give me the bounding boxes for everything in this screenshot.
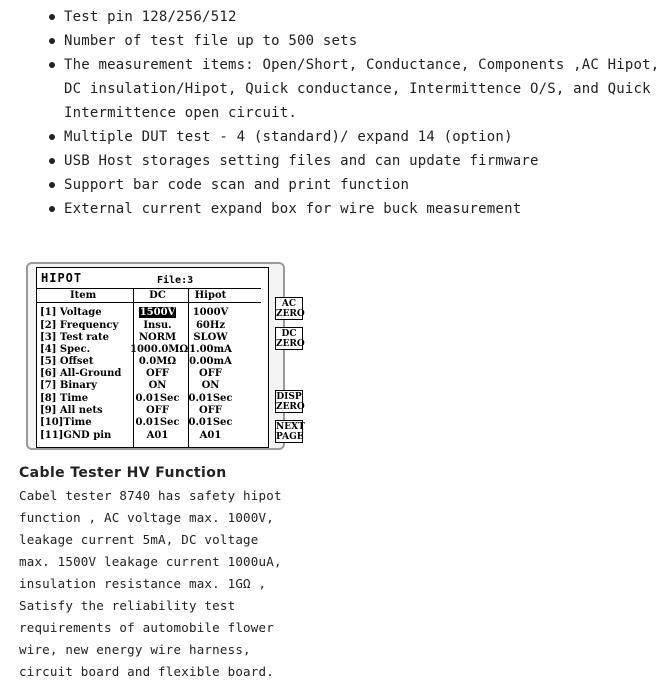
- row-dc-selected: 1500V: [139, 307, 176, 318]
- header-hipot: Hipot: [194, 290, 227, 301]
- row-item: [3] Test rate: [40, 332, 110, 343]
- row-dc: 1000.0MΩ: [130, 344, 189, 355]
- row-dc: OFF: [146, 368, 169, 379]
- feature-item: External current expand box for wire buck measurement: [64, 197, 660, 221]
- divider: [36, 288, 261, 289]
- row-item: [11]GND pin: [40, 430, 112, 441]
- row-hipot: 0.00mA: [189, 356, 232, 367]
- feature-item: Support bar code scan and print function: [64, 173, 660, 197]
- disp-zero-button: [275, 390, 303, 413]
- section-description: Cabel tester 8740 has safety hipot function , AC voltage max. 1000V, leakage current 5mA, DC voltage max. 1500V leakage current 1000uA, insulation resistance max. 1GΩ , Satisfy the reliability test requirements of automobile flower wire, new energy wire harness, circuit board and flexible board.: [19, 488, 282, 679]
- header-item: Item: [70, 290, 97, 301]
- header-dc: DC: [149, 290, 166, 301]
- row-dc: NORM: [138, 332, 177, 343]
- feature-list: [0, 5, 660, 221]
- row-item: [9] All nets: [40, 405, 103, 416]
- row-item: [1] Voltage: [40, 307, 102, 318]
- row-dc: ON: [148, 380, 167, 391]
- screen-title: HIPOT: [41, 271, 83, 285]
- section-title: Cable Tester HV Function: [19, 465, 227, 481]
- dc-zero-button: [275, 327, 303, 350]
- row-hipot: 1000V: [192, 307, 229, 318]
- row-item: [5] Offset: [40, 356, 94, 367]
- row-item: [4] Spec.: [40, 344, 91, 355]
- feature-item: The measurement items: Open/Short, Conductance, Components ,AC Hipot, DC insulation/Hipot, Quick conductance, Intermittence O/S, and Quick Intermittence open circuit.: [64, 53, 660, 125]
- button-label: ZERO: [276, 339, 305, 349]
- row-item: [10]Time: [40, 417, 92, 428]
- feature-item: Multiple DUT test - 4 (standard)/ expand 14 (option): [64, 125, 660, 149]
- ac-zero-button: [275, 297, 303, 320]
- row-hipot: 60Hz: [195, 320, 226, 331]
- row-dc: OFF: [146, 405, 169, 416]
- button-label: PAGE: [276, 432, 304, 442]
- row-item: [6] All-Ground: [40, 368, 122, 379]
- button-label: DISP: [276, 392, 302, 402]
- row-item: [7] Binary: [40, 380, 97, 391]
- button-label: NEXT: [276, 422, 305, 432]
- row-dc: Insu.: [143, 320, 172, 331]
- row-hipot: 1.00mA: [189, 344, 232, 355]
- next-page-button: [275, 420, 303, 443]
- row-dc: 0.01Sec: [135, 393, 180, 404]
- feature-item: Number of test file up to 500 sets: [64, 29, 660, 53]
- row-dc: 0.01Sec: [135, 417, 180, 428]
- divider: [36, 302, 261, 303]
- hipot-screen-image: [26, 262, 305, 450]
- row-hipot: 0.01Sec: [188, 393, 233, 404]
- row-item: [8] Time: [40, 393, 89, 404]
- row-dc: 0.0MΩ: [138, 356, 177, 367]
- row-hipot: 0.01Sec: [188, 417, 233, 428]
- row-hipot: SLOW: [193, 332, 228, 343]
- button-label: ZERO: [276, 309, 305, 319]
- row-item: [2] Frequency: [40, 320, 119, 331]
- feature-item: Test pin 128/256/512: [64, 5, 660, 29]
- row-hipot: OFF: [199, 405, 222, 416]
- button-label: DC: [281, 329, 297, 339]
- button-label: ZERO: [276, 402, 305, 412]
- row-hipot: A01: [199, 430, 222, 441]
- feature-item: USB Host storages setting files and can update firmware: [64, 149, 660, 173]
- row-hipot: ON: [201, 380, 220, 391]
- screen-file-label: File:3: [157, 275, 194, 286]
- button-label: AC: [281, 299, 297, 309]
- row-hipot: OFF: [199, 368, 222, 379]
- row-dc: A01: [146, 430, 169, 441]
- row-dc: [130, 307, 185, 319]
